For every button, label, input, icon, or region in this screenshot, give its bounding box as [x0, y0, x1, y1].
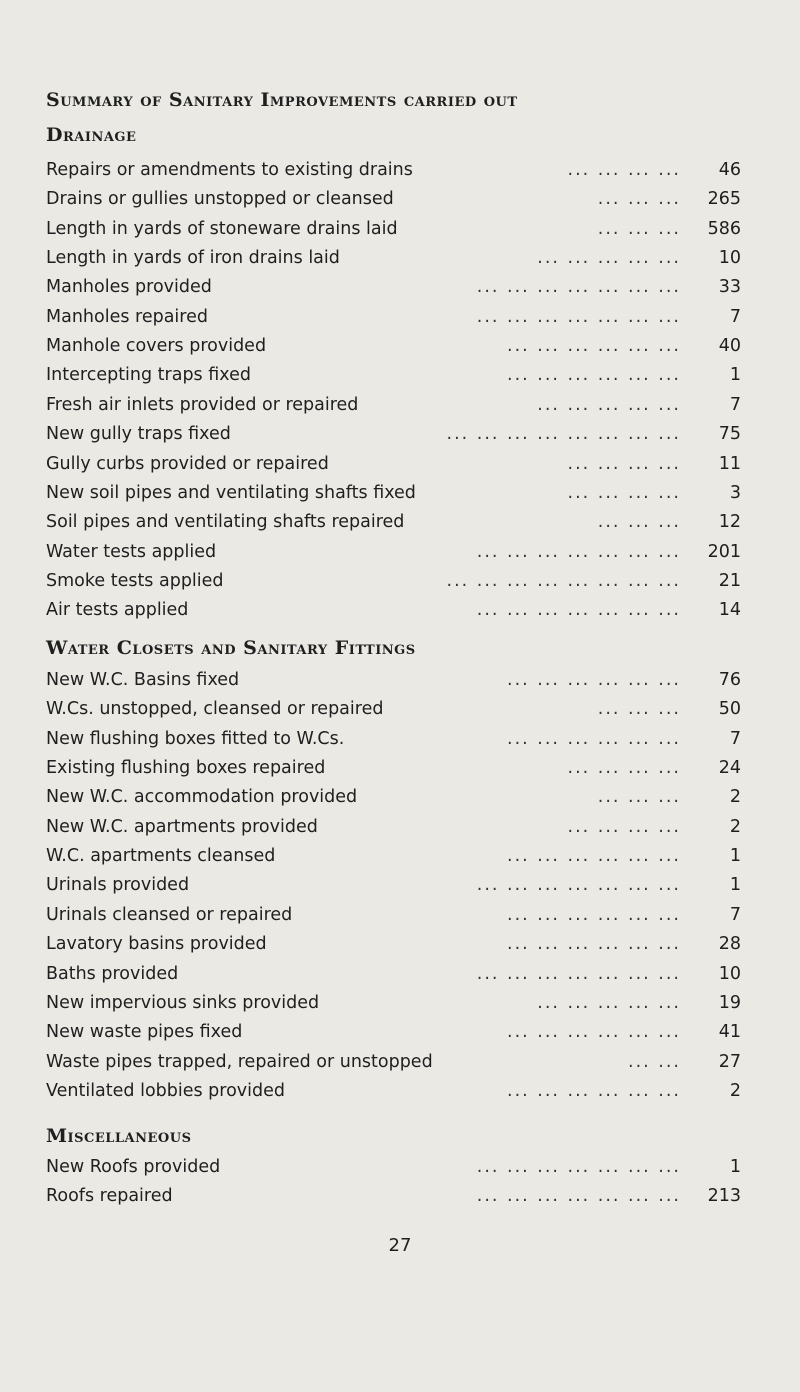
item-label: Baths provided — [46, 964, 179, 984]
item-value: 1 — [729, 365, 741, 385]
item-label: Water tests applied — [46, 542, 217, 562]
item-value: 10 — [718, 964, 741, 984]
table-row — [46, 391, 741, 419]
item-value: 1 — [729, 1157, 741, 1177]
item-value: 27 — [718, 1052, 741, 1072]
dot-leader: ... ... ... ... — [567, 758, 681, 778]
item-value: 12 — [718, 512, 741, 532]
item-label: Air tests applied — [46, 600, 189, 620]
table-row — [46, 361, 741, 389]
item-value: 21 — [718, 571, 741, 591]
dot-leader: ... ... ... ... ... ... ... ... — [446, 571, 681, 591]
item-label: Urinals cleansed or repaired — [46, 905, 293, 925]
item-value: 2 — [729, 1081, 741, 1101]
item-value: 201 — [707, 542, 741, 562]
page-title: Summary of Sanitary Improvements carried out — [46, 89, 518, 111]
table-row — [46, 1048, 741, 1076]
dot-leader: ... ... ... ... ... ... — [507, 934, 681, 954]
item-label: Ventilated lobbies provided — [46, 1081, 286, 1101]
item-value: 2 — [729, 817, 741, 837]
item-label: Smoke tests applied — [46, 571, 224, 591]
table-row — [46, 420, 741, 448]
item-value: 265 — [707, 189, 741, 209]
table-row — [46, 1153, 741, 1181]
table-row — [46, 479, 741, 507]
item-label: Urinals provided — [46, 875, 190, 895]
item-label: Fresh air inlets provided or repaired — [46, 395, 359, 415]
dot-leader: ... ... ... ... ... ... — [507, 1022, 681, 1042]
item-label: Manholes provided — [46, 277, 212, 297]
item-value: 41 — [718, 1022, 741, 1042]
item-label: New W.C. accommodation provided — [46, 787, 358, 807]
table-row — [46, 332, 741, 360]
table-row — [46, 244, 741, 272]
table-row — [46, 901, 741, 929]
item-label: Soil pipes and ventilating shafts repaired — [46, 512, 405, 532]
item-label: New W.C. Basins fixed — [46, 670, 240, 690]
item-label: W.Cs. unstopped, cleansed or repaired — [46, 699, 384, 719]
dot-leader: ... ... ... ... — [567, 454, 681, 474]
table-row — [46, 185, 741, 213]
table-row — [46, 725, 741, 753]
table-row — [46, 1077, 741, 1105]
dot-leader: ... ... ... — [597, 189, 681, 209]
item-value: 10 — [718, 248, 741, 268]
item-label: W.C. apartments cleansed — [46, 846, 276, 866]
item-label: Repairs or amendments to existing drains — [46, 160, 413, 180]
item-label: New impervious sinks provided — [46, 993, 320, 1013]
item-value: 14 — [718, 600, 741, 620]
item-value: 7 — [729, 729, 741, 749]
table-row — [46, 1182, 741, 1210]
item-value: 7 — [729, 307, 741, 327]
dot-leader: ... ... ... ... — [567, 160, 681, 180]
item-label: Length in yards of iron drains laid — [46, 248, 340, 268]
item-label: Drains or gullies unstopped or cleansed — [46, 189, 394, 209]
item-value: 7 — [729, 905, 741, 925]
dot-leader: ... ... ... ... ... ... — [507, 1081, 681, 1101]
table-row — [46, 538, 741, 566]
dot-leader: ... ... ... ... ... ... ... — [476, 875, 681, 895]
page-number: 27 — [388, 1235, 412, 1256]
item-label: New W.C. apartments provided — [46, 817, 318, 837]
table-row — [46, 450, 741, 478]
item-value: 19 — [718, 993, 741, 1013]
item-value: 213 — [707, 1186, 741, 1206]
table-row — [46, 567, 741, 595]
item-value: 2 — [729, 787, 741, 807]
table-row — [46, 1018, 741, 1046]
table-row — [46, 989, 741, 1017]
item-value: 40 — [718, 336, 741, 356]
item-label: New gully traps fixed — [46, 424, 231, 444]
item-value: 24 — [718, 758, 741, 778]
table-row — [46, 273, 741, 301]
table-row — [46, 666, 741, 694]
item-label: Length in yards of stoneware drains laid — [46, 219, 398, 239]
section-heading-water-closets-and-sanitary-fittings: Water Closets and Sanitary Fittings — [46, 637, 416, 659]
item-label: Gully curbs provided or repaired — [46, 454, 329, 474]
item-value: 3 — [729, 483, 741, 503]
table-row — [46, 871, 741, 899]
dot-leader: ... ... ... ... ... ... — [507, 365, 681, 385]
dot-leader: ... ... ... ... ... ... ... — [476, 1186, 681, 1206]
dot-leader: ... ... ... ... ... ... — [507, 729, 681, 749]
dot-leader: ... ... ... ... ... ... ... — [476, 307, 681, 327]
table-row — [46, 842, 741, 870]
dot-leader: ... ... ... ... ... — [537, 248, 681, 268]
dot-leader: ... ... ... ... ... — [537, 993, 681, 1013]
table-row — [46, 813, 741, 841]
dot-leader: ... ... ... ... ... — [537, 395, 681, 415]
dot-leader: ... ... ... ... ... ... ... — [476, 277, 681, 297]
item-label: Manholes repaired — [46, 307, 208, 327]
table-row — [46, 303, 741, 331]
table-row — [46, 508, 741, 536]
item-value: 46 — [718, 160, 741, 180]
dot-leader: ... ... ... ... ... ... ... — [476, 1157, 681, 1177]
item-value: 33 — [718, 277, 741, 297]
dot-leader: ... ... ... ... ... ... — [507, 670, 681, 690]
item-label: Waste pipes trapped, repaired or unstopped — [46, 1052, 433, 1072]
item-label: New soil pipes and ventilating shafts fixed — [46, 483, 416, 503]
table-row — [46, 783, 741, 811]
section-heading-drainage: Drainage — [46, 124, 137, 146]
dot-leader: ... ... ... ... ... ... — [507, 336, 681, 356]
item-label: Manhole covers provided — [46, 336, 267, 356]
dot-leader: ... ... ... ... ... ... — [507, 905, 681, 925]
table-row — [46, 960, 741, 988]
item-value: 7 — [729, 395, 741, 415]
section-heading-miscellaneous: Miscellaneous — [46, 1125, 192, 1147]
dot-leader: ... ... ... — [597, 787, 681, 807]
item-value: 28 — [718, 934, 741, 954]
table-row — [46, 930, 741, 958]
item-label: Lavatory basins provided — [46, 934, 267, 954]
item-label: Intercepting traps fixed — [46, 365, 251, 385]
table-row — [46, 596, 741, 624]
item-label: Existing flushing boxes repaired — [46, 758, 326, 778]
item-label: New flushing boxes fitted to W.Cs. — [46, 729, 345, 749]
dot-leader: ... ... ... ... ... ... ... — [476, 964, 681, 984]
dot-leader: ... ... ... ... — [567, 483, 681, 503]
dot-leader: ... ... — [628, 1052, 681, 1072]
item-value: 76 — [718, 670, 741, 690]
dot-leader: ... ... ... ... ... ... ... — [476, 542, 681, 562]
dot-leader: ... ... ... ... ... ... ... — [476, 600, 681, 620]
item-label: New waste pipes fixed — [46, 1022, 243, 1042]
dot-leader: ... ... ... ... ... ... ... ... — [446, 424, 681, 444]
item-value: 11 — [718, 454, 741, 474]
dot-leader: ... ... ... ... — [567, 817, 681, 837]
table-row — [46, 754, 741, 782]
item-label: Roofs repaired — [46, 1186, 173, 1206]
dot-leader: ... ... ... ... ... ... — [507, 846, 681, 866]
item-value: 1 — [729, 875, 741, 895]
item-value: 586 — [707, 219, 741, 239]
table-row — [46, 695, 741, 723]
table-row — [46, 215, 741, 243]
dot-leader: ... ... ... — [597, 512, 681, 532]
dot-leader: ... ... ... — [597, 219, 681, 239]
item-label: New Roofs provided — [46, 1157, 221, 1177]
item-value: 75 — [718, 424, 741, 444]
item-value: 1 — [729, 846, 741, 866]
dot-leader: ... ... ... — [597, 699, 681, 719]
item-value: 50 — [718, 699, 741, 719]
table-row — [46, 156, 741, 184]
